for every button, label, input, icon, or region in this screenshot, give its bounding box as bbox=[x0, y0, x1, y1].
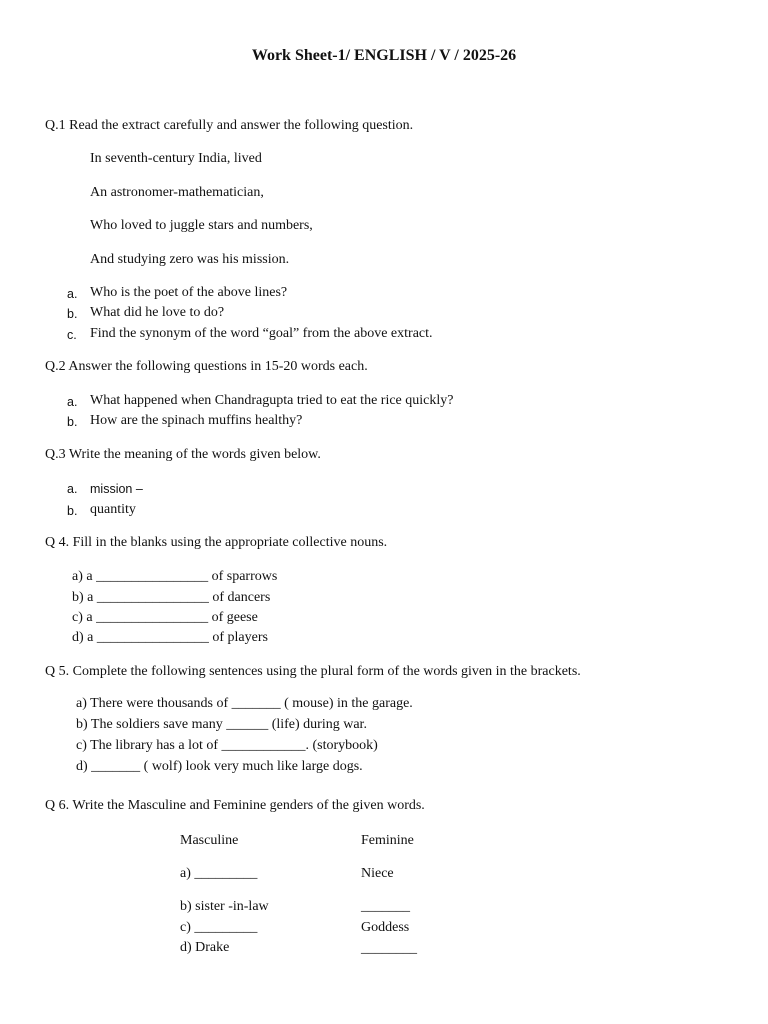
q1-extract-line-1: In seventh-century India, lived bbox=[90, 151, 262, 166]
q6-feminine-header: Feminine bbox=[361, 833, 414, 848]
q1-sub-b-text: What did he love to do? bbox=[90, 305, 225, 320]
q5-item-d: d) _______ ( wolf) look very much like large dogs. bbox=[76, 759, 363, 774]
q6-row-d-feminine: ________ bbox=[361, 941, 417, 956]
q5-item-c: c) The library has a lot of ____________. (storybook) bbox=[76, 738, 378, 753]
q1-sub-a-marker: a. bbox=[67, 287, 78, 301]
q2-sub-a-marker: a. bbox=[67, 395, 78, 409]
q4-question: Q 4. Fill in the blanks using the appropriate collective nouns. bbox=[45, 535, 388, 550]
q5-question: Q 5. Complete the following sentences using the plural form of the words given in the brackets. bbox=[45, 664, 581, 679]
q2-question: Q.2 Answer the following questions in 15-20 words each. bbox=[45, 359, 368, 374]
q6-row-d-masculine: d) Drake bbox=[180, 940, 230, 955]
q1-sub-c-text: Find the synonym of the word “goal” from the above extract. bbox=[90, 326, 433, 341]
q1-extract-line-2: An astronomer-mathematician, bbox=[90, 185, 264, 200]
q5-item-b: b) The soldiers save many ______ (life) during war. bbox=[76, 717, 367, 732]
q1-question: Q.1 Read the extract carefully and answer the following question. bbox=[45, 118, 414, 133]
q6-row-b-feminine: _______ bbox=[361, 899, 410, 914]
q6-row-c-masculine: c) _________ bbox=[180, 920, 258, 935]
q4-item-d: d) a ________________ of players bbox=[72, 630, 268, 645]
q2-sub-b-text: How are the spinach muffins healthy? bbox=[90, 413, 303, 428]
q3-question: Q.3 Write the meaning of the words given below. bbox=[45, 447, 321, 462]
q6-row-a-masculine: a) _________ bbox=[180, 866, 258, 881]
worksheet-title: Work Sheet-1/ ENGLISH / V / 2025-26 bbox=[251, 47, 517, 64]
q5-item-a: a) There were thousands of _______ ( mouse) in the garage. bbox=[76, 696, 413, 711]
q6-row-c-feminine: Goddess bbox=[361, 920, 410, 935]
q3-sub-b-marker: b. bbox=[67, 504, 78, 518]
q1-sub-a-text: Who is the poet of the above lines? bbox=[90, 285, 288, 300]
q2-sub-b-marker: b. bbox=[67, 415, 78, 429]
q4-item-a: a) a ________________ of sparrows bbox=[72, 569, 278, 584]
q6-row-a-feminine: Niece bbox=[361, 866, 394, 881]
q3-sub-b-text: quantity bbox=[90, 502, 136, 517]
q3-sub-a-marker: a. bbox=[67, 482, 78, 496]
q4-item-b: b) a ________________ of dancers bbox=[72, 590, 271, 605]
q6-row-b-masculine: b) sister -in-law bbox=[180, 899, 269, 914]
q4-item-c: c) a ________________ of geese bbox=[72, 610, 258, 625]
q2-sub-a-text: What happened when Chandragupta tried to eat the rice quickly? bbox=[90, 393, 454, 408]
q6-question: Q 6. Write the Masculine and Feminine genders of the given words. bbox=[45, 798, 425, 813]
q6-masculine-header: Masculine bbox=[180, 833, 239, 848]
q1-extract-line-3: Who loved to juggle stars and numbers, bbox=[90, 218, 313, 233]
q1-sub-b-marker: b. bbox=[67, 307, 78, 321]
q1-sub-c-marker: c. bbox=[67, 328, 77, 342]
q1-extract-line-4: And studying zero was his mission. bbox=[90, 252, 290, 267]
q3-sub-a-text: mission – bbox=[90, 482, 143, 496]
